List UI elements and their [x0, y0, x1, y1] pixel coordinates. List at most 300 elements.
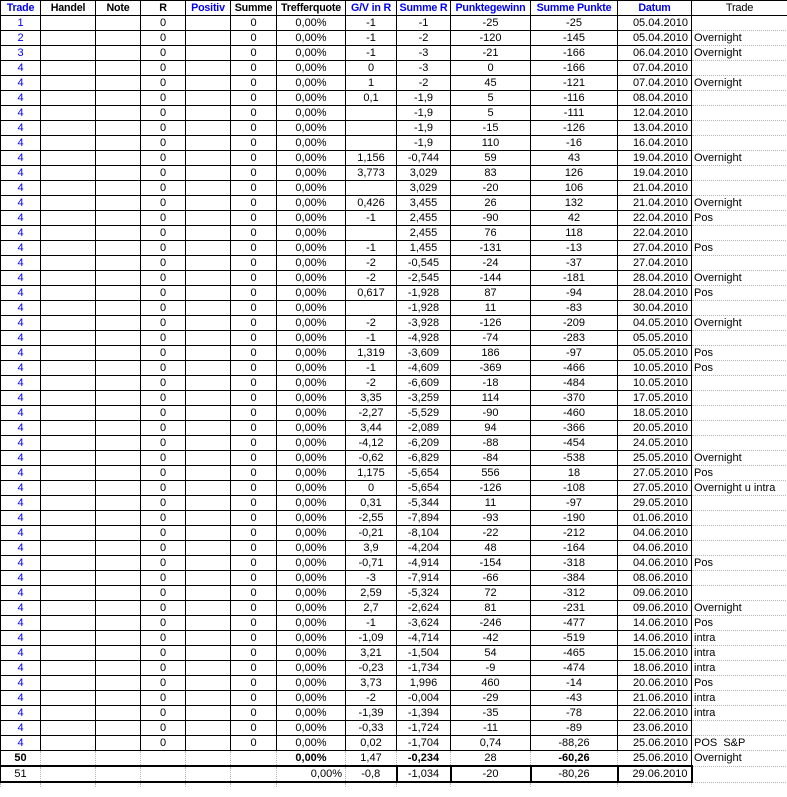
cell-trade[interactable]: 4 — [1, 511, 41, 526]
cell-trefferquote[interactable]: 0,00% — [277, 451, 346, 466]
cell-handel[interactable] — [41, 196, 96, 211]
cell-summe_r[interactable]: -4,609 — [397, 361, 451, 376]
cell-trade_type[interactable]: intra — [692, 631, 787, 646]
cell-trade[interactable]: 4 — [1, 526, 41, 541]
cell-r[interactable]: 0 — [141, 511, 186, 526]
header-trade_type-right[interactable]: Trade — [692, 1, 787, 16]
cell-r[interactable]: 0 — [141, 436, 186, 451]
cell-trade[interactable]: 4 — [1, 271, 41, 286]
cell-summe_r[interactable]: -1,704 — [397, 736, 451, 751]
cell-trefferquote[interactable]: 0,00% — [277, 511, 346, 526]
cell-gv_in_r[interactable]: -1 — [346, 31, 397, 46]
cell-summe_punkte[interactable]: -97 — [531, 496, 618, 511]
cell-trefferquote[interactable]: 0,00% — [277, 316, 346, 331]
cell-trefferquote[interactable]: 0,00% — [277, 286, 346, 301]
cell-note[interactable] — [96, 706, 141, 721]
cell-punktegewinn[interactable]: 11 — [451, 301, 531, 316]
cell-summe_punkte[interactable]: -318 — [531, 556, 618, 571]
cell-positiv[interactable] — [186, 211, 231, 226]
cell-positiv[interactable] — [186, 526, 231, 541]
total-cell-note[interactable] — [96, 751, 141, 767]
cell-trade_type[interactable] — [692, 586, 787, 601]
cell-datum[interactable]: 19.04.2010 — [618, 151, 692, 166]
cell-handel[interactable] — [41, 241, 96, 256]
cell-r[interactable]: 0 — [141, 196, 186, 211]
cell-positiv[interactable] — [186, 61, 231, 76]
cell-punktegewinn[interactable]: 11 — [451, 496, 531, 511]
cell-summe[interactable]: 0 — [231, 196, 277, 211]
cell-datum[interactable]: 28.04.2010 — [618, 286, 692, 301]
cell-datum[interactable]: 23.06.2010 — [618, 721, 692, 736]
cell-summe_r[interactable]: -5,344 — [397, 496, 451, 511]
cell-trade_type[interactable]: Pos — [692, 676, 787, 691]
cell-trade_type[interactable]: Overnight — [692, 601, 787, 616]
cell-punktegewinn[interactable]: 94 — [451, 421, 531, 436]
cell-summe_punkte[interactable]: -164 — [531, 541, 618, 556]
cell-r[interactable]: 0 — [141, 541, 186, 556]
cell-trade[interactable]: 4 — [1, 121, 41, 136]
cell-trefferquote[interactable]: 0,00% — [277, 226, 346, 241]
cell-gv_in_r[interactable]: -1 — [346, 361, 397, 376]
cell-summe_punkte[interactable]: -78 — [531, 706, 618, 721]
cell-positiv[interactable] — [186, 691, 231, 706]
cell-handel[interactable] — [41, 286, 96, 301]
cell-r[interactable]: 0 — [141, 466, 186, 481]
cell-note[interactable] — [96, 316, 141, 331]
cell-gv_in_r[interactable]: -1 — [346, 16, 397, 31]
cell-summe_punkte[interactable]: -83 — [531, 301, 618, 316]
cell-handel[interactable] — [41, 451, 96, 466]
cell-gv_in_r[interactable] — [346, 226, 397, 241]
cell-positiv[interactable] — [186, 16, 231, 31]
cell-datum[interactable]: 27.05.2010 — [618, 481, 692, 496]
cell-punktegewinn[interactable]: 59 — [451, 151, 531, 166]
cell-handel[interactable] — [41, 436, 96, 451]
cell-handel[interactable] — [41, 646, 96, 661]
total-cell-gv_in_r[interactable]: 1,47 — [346, 751, 397, 767]
cell-r[interactable]: 0 — [141, 676, 186, 691]
cell-summe_r[interactable]: -4,204 — [397, 541, 451, 556]
cell-gv_in_r[interactable]: 3,73 — [346, 676, 397, 691]
cell-datum[interactable]: 19.04.2010 — [618, 166, 692, 181]
cell-trade_type[interactable] — [692, 61, 787, 76]
cell-datum[interactable]: 27.04.2010 — [618, 241, 692, 256]
cell-gv_in_r[interactable]: -2,55 — [346, 511, 397, 526]
cell-trade_type[interactable] — [692, 106, 787, 121]
cell-note[interactable] — [96, 556, 141, 571]
cell-note[interactable] — [96, 211, 141, 226]
cell-positiv[interactable] — [186, 31, 231, 46]
cell-summe_punkte[interactable]: -88,26 — [531, 736, 618, 751]
cell-note[interactable] — [96, 601, 141, 616]
cell-trade[interactable]: 4 — [1, 661, 41, 676]
cell-trade_type[interactable] — [692, 121, 787, 136]
cell-positiv[interactable] — [186, 496, 231, 511]
cell-summe_r[interactable]: -1,9 — [397, 121, 451, 136]
cell-datum[interactable]: 09.06.2010 — [618, 601, 692, 616]
cell-summe[interactable]: 0 — [231, 571, 277, 586]
cell-summe[interactable]: 0 — [231, 226, 277, 241]
cell-datum[interactable]: 30.04.2010 — [618, 301, 692, 316]
cell-summe_punkte[interactable]: -121 — [531, 76, 618, 91]
cell-note[interactable] — [96, 661, 141, 676]
cell-punktegewinn[interactable]: 5 — [451, 91, 531, 106]
cell-trade[interactable]: 4 — [1, 316, 41, 331]
cell-summe_r[interactable]: 3,455 — [397, 196, 451, 211]
cell-r[interactable]: 0 — [141, 76, 186, 91]
cell-positiv[interactable] — [186, 136, 231, 151]
cell-gv_in_r[interactable]: 3,21 — [346, 646, 397, 661]
cell-summe_punkte[interactable]: -145 — [531, 31, 618, 46]
cell-positiv[interactable] — [186, 586, 231, 601]
cell-r[interactable]: 0 — [141, 421, 186, 436]
cell-datum[interactable]: 08.06.2010 — [618, 571, 692, 586]
cell-note[interactable] — [96, 361, 141, 376]
cell-datum[interactable]: 18.05.2010 — [618, 406, 692, 421]
cell-datum[interactable]: 04.06.2010 — [618, 541, 692, 556]
cell-positiv[interactable] — [186, 616, 231, 631]
cell-gv_in_r[interactable]: 0 — [346, 61, 397, 76]
cell-summe_punkte[interactable]: -14 — [531, 676, 618, 691]
cell-gv_in_r[interactable]: 0,02 — [346, 736, 397, 751]
cell-summe_r[interactable]: -1 — [397, 16, 451, 31]
cell-trade[interactable]: 4 — [1, 391, 41, 406]
cell-gv_in_r[interactable]: -0,23 — [346, 661, 397, 676]
cell-datum[interactable]: 16.04.2010 — [618, 136, 692, 151]
cell-trade[interactable]: 2 — [1, 31, 41, 46]
cell-positiv[interactable] — [186, 316, 231, 331]
cell-trade[interactable]: 4 — [1, 646, 41, 661]
cell-gv_in_r[interactable]: 3,773 — [346, 166, 397, 181]
cell-trade[interactable]: 1 — [1, 16, 41, 31]
header-trade[interactable]: Trade — [1, 1, 41, 16]
cell-trade_type[interactable]: Pos — [692, 286, 787, 301]
cell-summe_punkte[interactable]: -37 — [531, 256, 618, 271]
cell-trade_type[interactable] — [692, 496, 787, 511]
cell-handel[interactable] — [41, 361, 96, 376]
cell-trade_type[interactable] — [692, 406, 787, 421]
cell-positiv[interactable] — [186, 256, 231, 271]
cell-gv_in_r[interactable]: -2,27 — [346, 406, 397, 421]
cell-summe_r[interactable]: -1,9 — [397, 136, 451, 151]
cell-datum[interactable]: 04.05.2010 — [618, 316, 692, 331]
cell-r[interactable]: 0 — [141, 361, 186, 376]
cell-trade[interactable]: 4 — [1, 91, 41, 106]
cell-summe_r[interactable]: -5,324 — [397, 586, 451, 601]
cell-summe[interactable]: 0 — [231, 436, 277, 451]
cell-gv_in_r[interactable]: -1,09 — [346, 631, 397, 646]
cell-trade_type[interactable] — [692, 526, 787, 541]
cell-trefferquote[interactable]: 0,00% — [277, 46, 346, 61]
cell-gv_in_r[interactable]: -1 — [346, 616, 397, 631]
cell-summe_punkte[interactable]: -97 — [531, 346, 618, 361]
cell-punktegewinn[interactable]: -90 — [451, 211, 531, 226]
cell-trefferquote[interactable]: 0,00% — [277, 436, 346, 451]
cell-trefferquote[interactable]: 0,00% — [277, 691, 346, 706]
cell-r[interactable]: 0 — [141, 181, 186, 196]
cell-note[interactable] — [96, 421, 141, 436]
cell-summe_punkte[interactable]: -384 — [531, 571, 618, 586]
cell-summe[interactable]: 0 — [231, 181, 277, 196]
cell-summe_r[interactable]: -4,928 — [397, 331, 451, 346]
cell-handel[interactable] — [41, 586, 96, 601]
cell-trefferquote[interactable]: 0,00% — [277, 571, 346, 586]
cell-gv_in_r[interactable]: 2,7 — [346, 601, 397, 616]
total-cell-r[interactable] — [141, 751, 186, 767]
cell-summe_r[interactable]: -3,928 — [397, 316, 451, 331]
cell-trade_type[interactable] — [692, 226, 787, 241]
cell-punktegewinn[interactable]: -18 — [451, 376, 531, 391]
cell-summe_punkte[interactable]: -312 — [531, 586, 618, 601]
cell-note[interactable] — [96, 541, 141, 556]
cell-note[interactable] — [96, 376, 141, 391]
cell-punktegewinn[interactable]: -154 — [451, 556, 531, 571]
cell-trefferquote[interactable]: 0,00% — [277, 136, 346, 151]
cell-trade[interactable]: 4 — [1, 736, 41, 751]
cell-summe[interactable]: 0 — [231, 346, 277, 361]
cell-summe[interactable]: 0 — [231, 91, 277, 106]
cell-summe_punkte[interactable]: 18 — [531, 466, 618, 481]
cell-trefferquote[interactable]: 0,00% — [277, 676, 346, 691]
cell-summe_r[interactable]: -5,654 — [397, 466, 451, 481]
cell-r[interactable]: 0 — [141, 136, 186, 151]
cell-punktegewinn[interactable]: 54 — [451, 646, 531, 661]
cell-datum[interactable]: 20.05.2010 — [618, 421, 692, 436]
cell-handel[interactable] — [41, 706, 96, 721]
cell-positiv[interactable] — [186, 736, 231, 751]
cell-trade_type[interactable]: POS S&P — [692, 736, 787, 751]
cell-handel[interactable] — [41, 496, 96, 511]
cell-summe_r[interactable]: -1,928 — [397, 286, 451, 301]
cell-datum[interactable]: 07.04.2010 — [618, 61, 692, 76]
cell-summe_r[interactable]: -0,004 — [397, 691, 451, 706]
cell-summe_punkte[interactable]: -116 — [531, 91, 618, 106]
cell-summe_punkte[interactable]: -465 — [531, 646, 618, 661]
cell-trefferquote[interactable]: 0,00% — [277, 661, 346, 676]
cell-handel[interactable] — [41, 391, 96, 406]
cell-r[interactable]: 0 — [141, 346, 186, 361]
header-handel[interactable]: Handel — [41, 1, 96, 16]
cell-trefferquote[interactable]: 0,00% — [277, 601, 346, 616]
cell-trade_type[interactable] — [692, 391, 787, 406]
cell-positiv[interactable] — [186, 706, 231, 721]
cell-gv_in_r[interactable]: 0 — [346, 481, 397, 496]
cell-gv_in_r[interactable]: -4,12 — [346, 436, 397, 451]
cell-summe_r[interactable]: -1,394 — [397, 706, 451, 721]
cell-summe[interactable]: 0 — [231, 61, 277, 76]
cell-trade_type[interactable] — [692, 571, 787, 586]
cell-trade[interactable]: 4 — [1, 181, 41, 196]
cell-gv_in_r[interactable]: 0,1 — [346, 91, 397, 106]
cell-trade[interactable]: 4 — [1, 466, 41, 481]
cell-note[interactable] — [96, 391, 141, 406]
cell-r[interactable]: 0 — [141, 451, 186, 466]
cell-trade[interactable]: 4 — [1, 421, 41, 436]
cell-gv_in_r[interactable]: -2 — [346, 271, 397, 286]
cell-note[interactable] — [96, 331, 141, 346]
cell-trefferquote[interactable]: 0,00% — [277, 76, 346, 91]
cell-summe_r[interactable]: -7,914 — [397, 571, 451, 586]
cell-note[interactable] — [96, 736, 141, 751]
cell-summe_punkte[interactable]: -283 — [531, 331, 618, 346]
cell-positiv[interactable] — [186, 286, 231, 301]
cell-punktegewinn[interactable]: -88 — [451, 436, 531, 451]
cell-punktegewinn[interactable]: -24 — [451, 256, 531, 271]
cell-trefferquote[interactable]: 0,00% — [277, 166, 346, 181]
cell-trade_type[interactable]: Overnight — [692, 76, 787, 91]
cell-trefferquote[interactable]: 0,00% — [277, 91, 346, 106]
cell-note[interactable] — [96, 46, 141, 61]
cell-datum[interactable]: 14.06.2010 — [618, 616, 692, 631]
cell-handel[interactable] — [41, 226, 96, 241]
cell-handel[interactable] — [41, 136, 96, 151]
cell-datum[interactable]: 29.05.2010 — [618, 496, 692, 511]
cell-datum[interactable]: 13.04.2010 — [618, 121, 692, 136]
cell-summe[interactable]: 0 — [231, 16, 277, 31]
cell-datum[interactable]: 25.05.2010 — [618, 451, 692, 466]
cell-summe_r[interactable]: -2 — [397, 76, 451, 91]
cell-trefferquote[interactable]: 0,00% — [277, 541, 346, 556]
cell-trefferquote[interactable]: 0,00% — [277, 271, 346, 286]
cell-note[interactable] — [96, 451, 141, 466]
cell-gv_in_r[interactable]: -0,33 — [346, 721, 397, 736]
cell-handel[interactable] — [41, 346, 96, 361]
cell-positiv[interactable] — [186, 601, 231, 616]
cell-datum[interactable]: 22.04.2010 — [618, 226, 692, 241]
total-cell-summe_r[interactable]: -0,234 — [397, 751, 451, 767]
cell-note[interactable] — [96, 301, 141, 316]
cell-trade[interactable]: 4 — [1, 331, 41, 346]
cell-handel[interactable] — [41, 46, 96, 61]
cell-trefferquote[interactable]: 0,00% — [277, 391, 346, 406]
cell-punktegewinn[interactable]: 72 — [451, 586, 531, 601]
cell-trade[interactable]: 4 — [1, 616, 41, 631]
cell-summe[interactable]: 0 — [231, 391, 277, 406]
cell-trade_type[interactable]: Overnight — [692, 46, 787, 61]
cell-summe_punkte[interactable]: -460 — [531, 406, 618, 421]
cell-positiv[interactable] — [186, 721, 231, 736]
cell-r[interactable]: 0 — [141, 241, 186, 256]
cell-note[interactable] — [96, 106, 141, 121]
cell-trade_type[interactable] — [692, 421, 787, 436]
cell-trade[interactable]: 4 — [1, 301, 41, 316]
cell-trefferquote[interactable]: 0,00% — [277, 586, 346, 601]
cell-summe[interactable]: 0 — [231, 136, 277, 151]
cell-trade[interactable]: 4 — [1, 241, 41, 256]
cell-positiv[interactable] — [186, 181, 231, 196]
cell-r[interactable]: 0 — [141, 706, 186, 721]
cell-trade_type[interactable]: intra — [692, 646, 787, 661]
cell-trade_type[interactable] — [692, 436, 787, 451]
cell-punktegewinn[interactable]: 0,74 — [451, 736, 531, 751]
cell-punktegewinn[interactable]: 26 — [451, 196, 531, 211]
cell-summe_r[interactable]: -6,609 — [397, 376, 451, 391]
cell-note[interactable] — [96, 61, 141, 76]
cell-summe_punkte[interactable]: -166 — [531, 46, 618, 61]
cell-summe_r[interactable]: -0,744 — [397, 151, 451, 166]
cell-trefferquote[interactable]: 0,00% — [277, 736, 346, 751]
cell-summe_punkte[interactable]: 106 — [531, 181, 618, 196]
cell-positiv[interactable] — [186, 271, 231, 286]
cell-positiv[interactable] — [186, 541, 231, 556]
cell-trade_type[interactable]: Overnight — [692, 451, 787, 466]
cell-summe_r[interactable]: -1,928 — [397, 301, 451, 316]
cell-trade_type[interactable]: intra — [692, 661, 787, 676]
cell-trefferquote[interactable]: 0,00% — [277, 61, 346, 76]
cell-note[interactable] — [96, 256, 141, 271]
cell-punktegewinn[interactable]: -35 — [451, 706, 531, 721]
cell-datum[interactable]: 01.06.2010 — [618, 511, 692, 526]
grand-cell-trade_type[interactable] — [692, 766, 787, 782]
cell-punktegewinn[interactable]: -120 — [451, 31, 531, 46]
cell-summe_r[interactable]: -2,545 — [397, 271, 451, 286]
cell-positiv[interactable] — [186, 241, 231, 256]
cell-note[interactable] — [96, 676, 141, 691]
cell-trade_type[interactable]: Overnight — [692, 31, 787, 46]
cell-trade_type[interactable]: intra — [692, 706, 787, 721]
cell-r[interactable]: 0 — [141, 211, 186, 226]
cell-positiv[interactable] — [186, 301, 231, 316]
cell-datum[interactable]: 04.06.2010 — [618, 556, 692, 571]
cell-summe[interactable]: 0 — [231, 496, 277, 511]
cell-summe_r[interactable]: 3,029 — [397, 166, 451, 181]
cell-summe_r[interactable]: -1,734 — [397, 661, 451, 676]
cell-summe[interactable]: 0 — [231, 256, 277, 271]
cell-summe[interactable]: 0 — [231, 421, 277, 436]
cell-r[interactable]: 0 — [141, 16, 186, 31]
cell-handel[interactable] — [41, 721, 96, 736]
cell-summe[interactable]: 0 — [231, 361, 277, 376]
cell-gv_in_r[interactable]: -1 — [346, 241, 397, 256]
cell-handel[interactable] — [41, 541, 96, 556]
cell-trefferquote[interactable]: 0,00% — [277, 406, 346, 421]
cell-summe_r[interactable]: 1,996 — [397, 676, 451, 691]
cell-handel[interactable] — [41, 76, 96, 91]
cell-handel[interactable] — [41, 181, 96, 196]
cell-trade_type[interactable] — [692, 511, 787, 526]
cell-note[interactable] — [96, 496, 141, 511]
cell-trade_type[interactable]: Pos — [692, 466, 787, 481]
cell-handel[interactable] — [41, 466, 96, 481]
cell-gv_in_r[interactable] — [346, 106, 397, 121]
cell-datum[interactable]: 07.04.2010 — [618, 76, 692, 91]
cell-summe_punkte[interactable]: -166 — [531, 61, 618, 76]
cell-r[interactable]: 0 — [141, 616, 186, 631]
total-cell-datum[interactable]: 25.06.2010 — [618, 751, 692, 767]
cell-handel[interactable] — [41, 151, 96, 166]
cell-positiv[interactable] — [186, 661, 231, 676]
cell-r[interactable]: 0 — [141, 391, 186, 406]
cell-summe_punkte[interactable]: -181 — [531, 271, 618, 286]
cell-punktegewinn[interactable]: 87 — [451, 286, 531, 301]
cell-handel[interactable] — [41, 691, 96, 706]
cell-gv_in_r[interactable]: -0,62 — [346, 451, 397, 466]
cell-trefferquote[interactable]: 0,00% — [277, 556, 346, 571]
grand-cell-summe[interactable] — [231, 766, 277, 782]
cell-summe[interactable]: 0 — [231, 661, 277, 676]
cell-punktegewinn[interactable]: -20 — [451, 181, 531, 196]
cell-r[interactable]: 0 — [141, 556, 186, 571]
cell-trefferquote[interactable]: 0,00% — [277, 211, 346, 226]
cell-positiv[interactable] — [186, 406, 231, 421]
cell-note[interactable] — [96, 616, 141, 631]
cell-punktegewinn[interactable]: -126 — [451, 316, 531, 331]
cell-trade_type[interactable]: Pos — [692, 616, 787, 631]
cell-gv_in_r[interactable]: 1,175 — [346, 466, 397, 481]
cell-trade_type[interactable] — [692, 376, 787, 391]
cell-summe_r[interactable]: -3 — [397, 46, 451, 61]
cell-gv_in_r[interactable]: -2 — [346, 256, 397, 271]
